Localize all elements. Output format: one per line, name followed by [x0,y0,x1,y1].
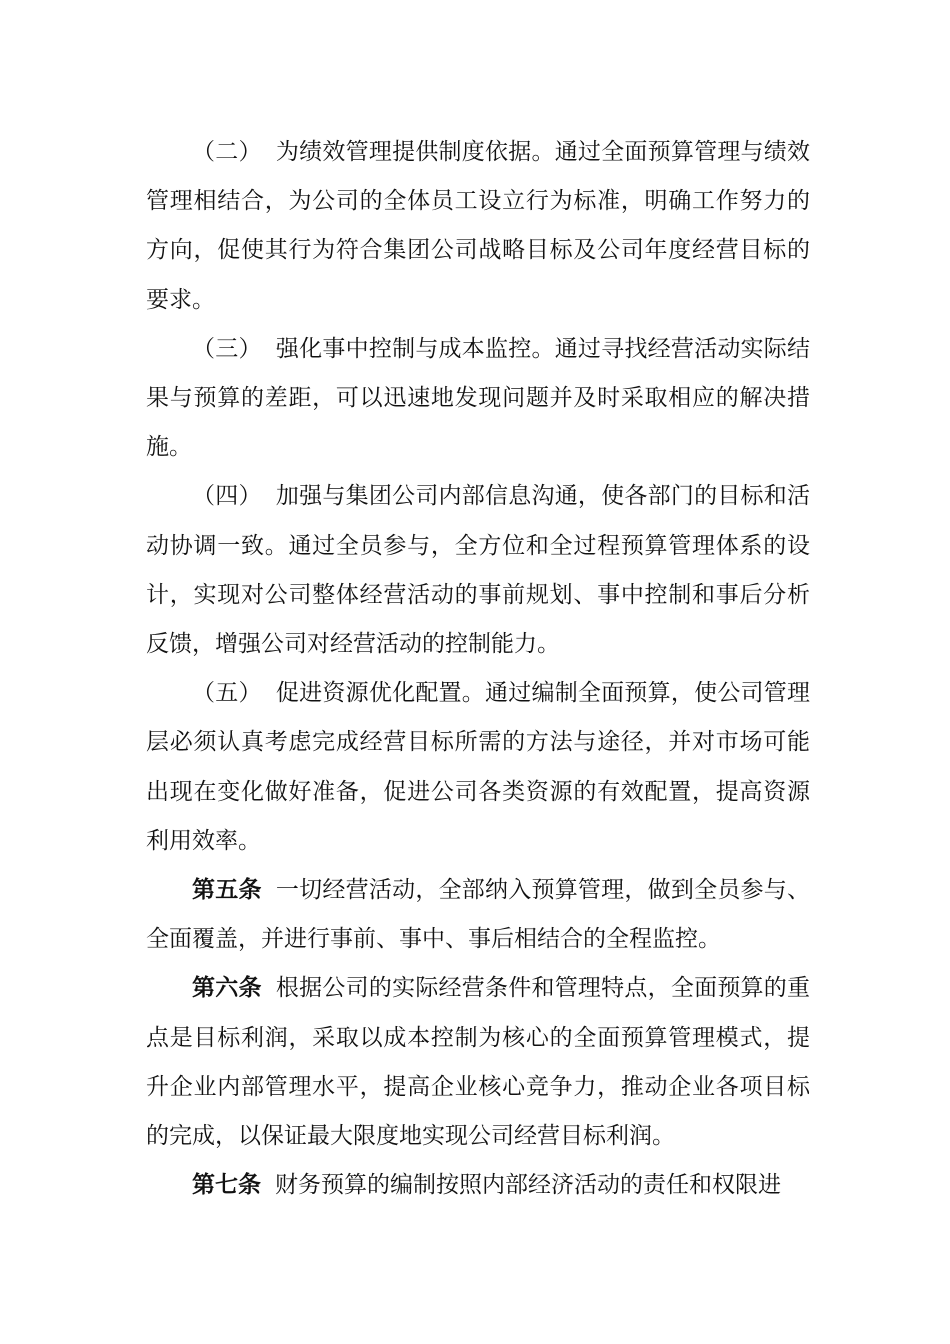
paragraph-4 [146,472,810,669]
paragraph-text: 为绩效管理提供制度依据。通过全面预算管理与绩效管理相结合，为公司的全体员工设立行为标准，明确工作努力的方向，促使其行为符合集团公司战略目标及公司年度经营目标的要求。 [146,139,811,313]
article-text: 一切经营活动，全部纳入预算管理，做到全员参与、全面覆盖，并进行事前、事中、事后相结合的全程监控。 [146,877,811,953]
paragraph-label: （四） [192,483,262,510]
paragraph-label: （五） [192,680,262,707]
paragraph-5 [146,669,810,866]
document-body [146,128,810,1210]
paragraph-3 [146,325,810,473]
paragraph-label: （二） [192,139,262,165]
article-5 [146,866,810,964]
paragraph-text: 促进资源优化配置。通过编制全面预算，使公司管理层必须认真考虑完成经营目标所需的方法与途径，并对市场可能出现在变化做好准备，促进公司各类资源的有效配置，提高资源利用效率。 [146,680,811,854]
article-6 [146,964,810,1161]
paragraph-text: 加强与集团公司内部信息沟通，使各部门的目标和活动协调一致。通过全员参与，全方位和全过程预算管理体系的设计，实现对公司整体经营活动的事前规划、事中控制和事后分析反馈，增强公司对经营活动的控制能力。 [146,483,811,658]
paragraph-text: 强化事中控制与成本监控。通过寻找经营活动实际结果与预算的差距，可以迅速地发现问题并及时采取相应的解决措施。 [146,335,811,461]
article-heading: 第六条 [192,975,262,1002]
article-heading: 第七条 [192,1172,261,1199]
article-text: 财务预算的编制按照内部经济活动的责任和权限进 [275,1172,781,1199]
paragraph-label: （三） [192,335,262,362]
paragraph-2 [146,128,810,325]
article-heading: 第五条 [192,877,262,904]
article-7 [146,1161,810,1210]
article-text: 根据公司的实际经营条件和管理特点，全面预算的重点是目标利润，采取以成本控制为核心的全面预算管理模式，提升企业内部管理水平，提高企业核心竞争力，推动企业各项目标的完成，以保证最大限度地实现公司经营目标利润。 [146,975,811,1150]
